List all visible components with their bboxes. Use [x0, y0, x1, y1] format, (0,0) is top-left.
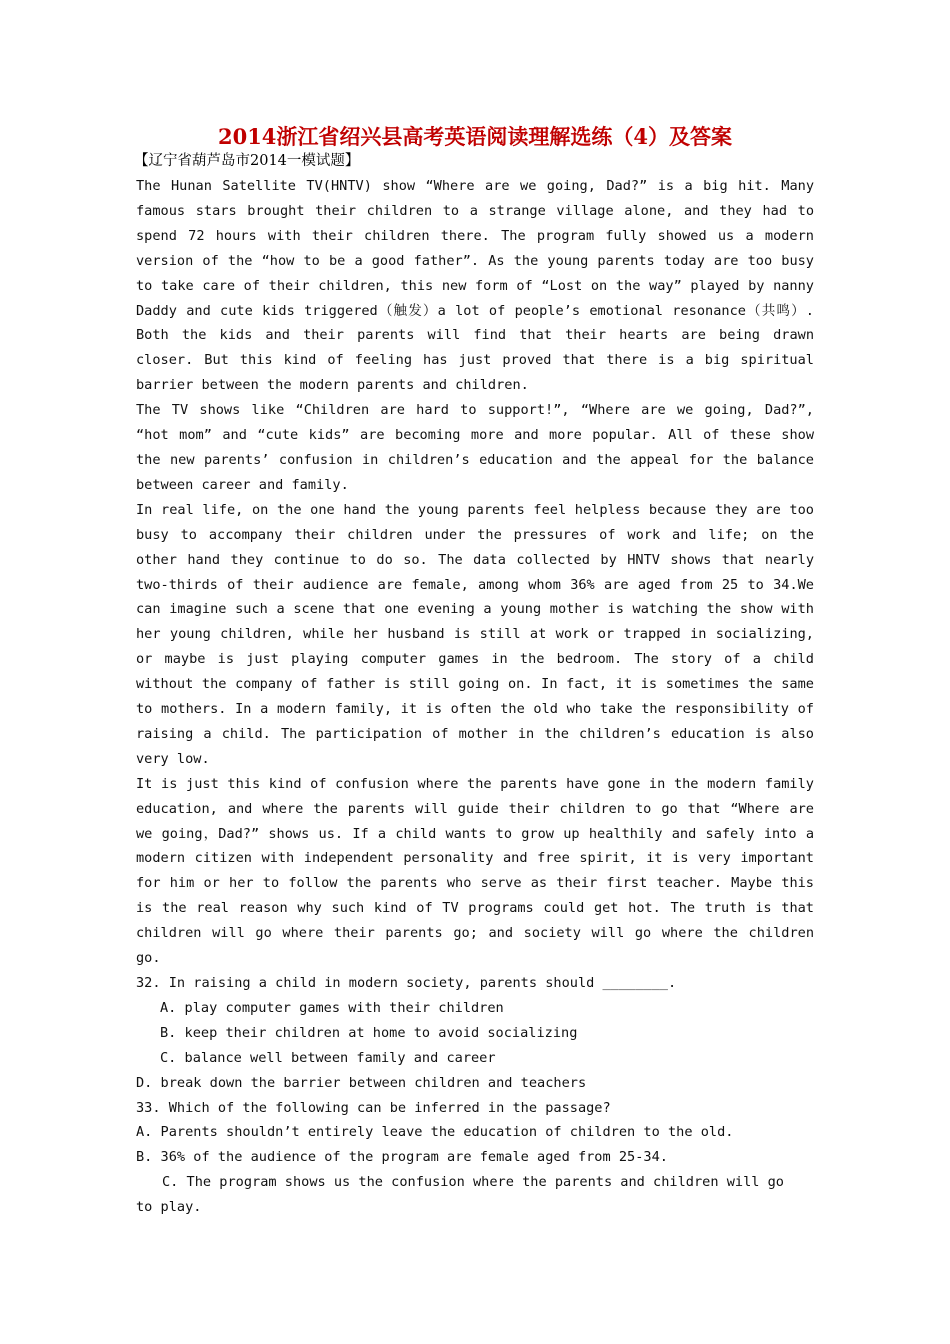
question-33-option-a: A. Parents shouldn’t entirely leave the education of children to the old. [136, 1124, 734, 1141]
paragraph-2: The TV shows like “Children are hard to support!”, “Where are we going, Dad?”, “hot mom” and “cute kids” are becoming more and more popular. All of these show the new parents’ confusion in children’s education and the appeal for the balance between career and family. [136, 402, 814, 493]
question-33-option-b: B. 36% of the audience of the program are female aged from 25-34. [136, 1149, 668, 1166]
paragraph-4: It is just this kind of confusion where the parents have gone in the modern family education, and where the parents will guide their children to go that “Where are we going，Dad?” shows us. If a child wants to grow up healthily and safely into a modern citizen with independent personality and free spirit, it is very important for him or her to follow the parents who serve as their first teacher. Maybe this is the real reason why such kind of TV programs could get hot. The truth is that children will go where their parents go; and society will go where the children go. [136, 775, 814, 967]
question-32-stem: 32. In raising a child in modern society, parents should ________. [136, 975, 677, 991]
paragraph-1: The Hunan Satellite TV(HNTV) show “Where are we going, Dad?” is a big hit. Many famous stars brought their children to a strange village alone, and they had to spend 72 hours with their children there. The program fully showed us a modern version of the “how to be a good father”. As the young parents today are too busy to take care of their children, this new form of “Lost on the way” played by nanny Daddy and cute kids triggered（触发）a lot of people’s emotional resonance（共鸣）. Both the kids and their parents will find that their hearts are being drawn closer. But this kind of feeling has just proved that there is a big spiritual barrier between the modern parents and children. [136, 178, 814, 394]
question-32-option-d: D. break down the barrier between children and teachers [136, 1074, 587, 1091]
document-title: 2014浙江省绍兴县高考英语阅读理解选练（4）及答案 [217, 124, 733, 149]
source-label: 【辽宁省葫芦岛市2014一模试题】 [134, 153, 360, 169]
paragraph-3: In real life, on the one hand the young parents feel helpless because they are too busy to accompany their children under the pressures of work and life; on the other hand they continue to do so. The data collected by HNTV shows that nearly two-thirds of their audience are female, among whom 36% are aged from 25 to 34.We can imagine such a scene that one evening a young mother is watching the show with her young children, while her husband is still at work or trapped in socializing, or maybe is just playing computer games in the bedroom. The story of a child without the company of father is still going on. In fact, it is sometimes the same to mothers. In a modern family, it is often the old who take the responsibility of raising a child. The participation of mother in the children’s education is also very low. [136, 501, 814, 767]
document-body [136, 174, 814, 1220]
question-33-option-c: C. The program shows us the confusion where the parents and children will go [162, 1174, 784, 1191]
question-32-option-a: A. play computer games with their children [160, 999, 504, 1016]
question-32-option-c: C. balance well between family and career [160, 1049, 496, 1066]
question-33-stem: 33. Which of the following can be inferred in the passage? [136, 1099, 611, 1116]
question-32-option-b: B. keep their children at home to avoid socializing [160, 1024, 578, 1041]
question-33-option-c-continued: to play. [136, 1199, 202, 1216]
